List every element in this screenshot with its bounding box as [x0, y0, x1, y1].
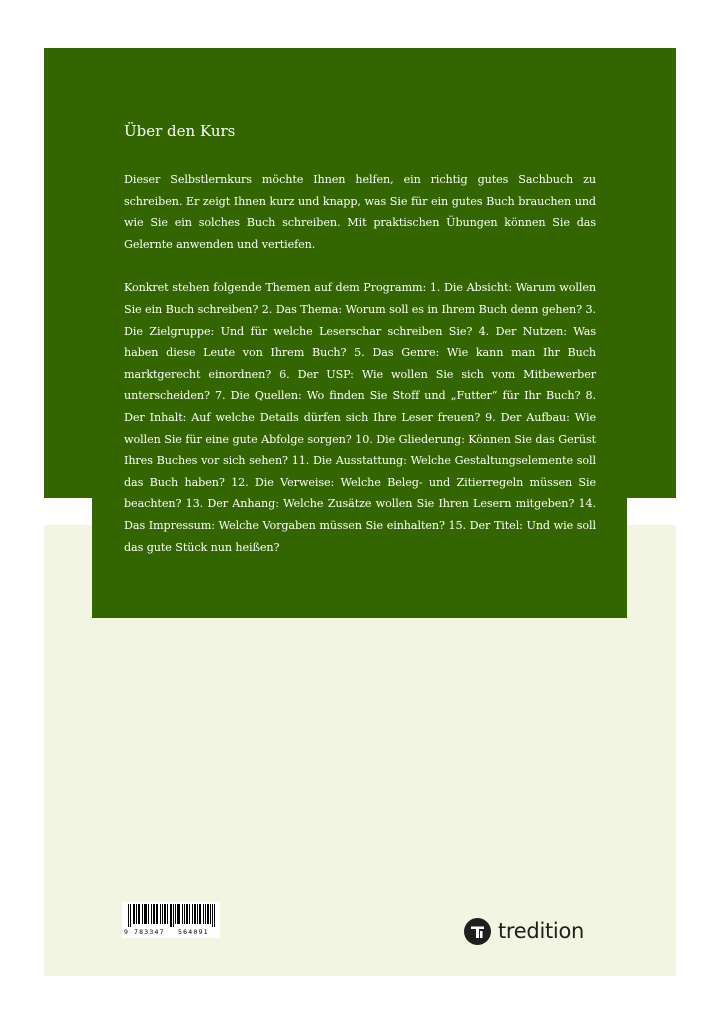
publisher-name: tredition — [498, 919, 585, 943]
isbn-barcode — [122, 902, 220, 938]
barcode-digits — [122, 927, 220, 937]
blurb-text-area — [124, 120, 596, 580]
barcode-bars-icon — [122, 902, 220, 927]
tredition-logo-icon — [464, 918, 491, 945]
barcode-first-digit: 9 — [124, 928, 128, 936]
blurb-paragraph-intro: Dieser Selbstlernkurs möchte Ihnen helfen, ein richtig gutes Sachbuch zu schreiben. Er zeigt Ihnen kurz und knapp, was Sie für ein gutes Buch brauchen und wie Sie ein solches Buch schreiben. Mit praktischen Übungen können Sie das Gelernte anwenden und vertiefen. — [124, 173, 596, 251]
publisher-logo — [464, 917, 584, 945]
barcode-right-group: 564091 — [178, 928, 209, 936]
blurb-heading: Über den Kurs — [124, 122, 236, 140]
blurb-paragraph-topics: Konkret stehen folgende Themen auf dem Programm: 1. Die Absicht: Warum wollen Sie ein Buch schreiben? 2. Das Thema: Worum soll es in Ihrem Buch denn gehen? 3. Die Zielgruppe: Und für welche Leserschar schreiben Sie? 4. Der Nutzen: Was haben diese Leute von Ihrem Buch? 5. Das Genre: Wie kann man Ihr Buch marktgerecht einordnen? 6. Der USP: Wie wollen Sie sich vom Mitbewerber unterscheiden? 7. Die Quellen: Wo finden Sie Stoff und „Futter“ für Ihr Buch? 8. Der Inhalt: Auf welche Details dürfen sich Ihre Leser freuen? 9. Der Aufbau: Wie wollen Sie für eine gute Abfolge sorgen? 10. Die Gliederung: Können Sie das Gerüst Ihres Buches vor sich sehen? 11. Die Ausstattung: Welche Gestaltungselemente soll das Buch haben? 12. Die Verweise: Welche Beleg- und Zitierregeln müssen Sie beachten? 13. Der Anhang: Welche Zusätze wollen Sie Ihren Lesern mitgeben? 14. Das Impressum: Welche Vorgaben müssen Sie einhalten? 15. Der Titel: Und wie soll das gute Stück nun heißen? — [124, 281, 596, 554]
barcode-left-group: 783347 — [134, 928, 165, 936]
